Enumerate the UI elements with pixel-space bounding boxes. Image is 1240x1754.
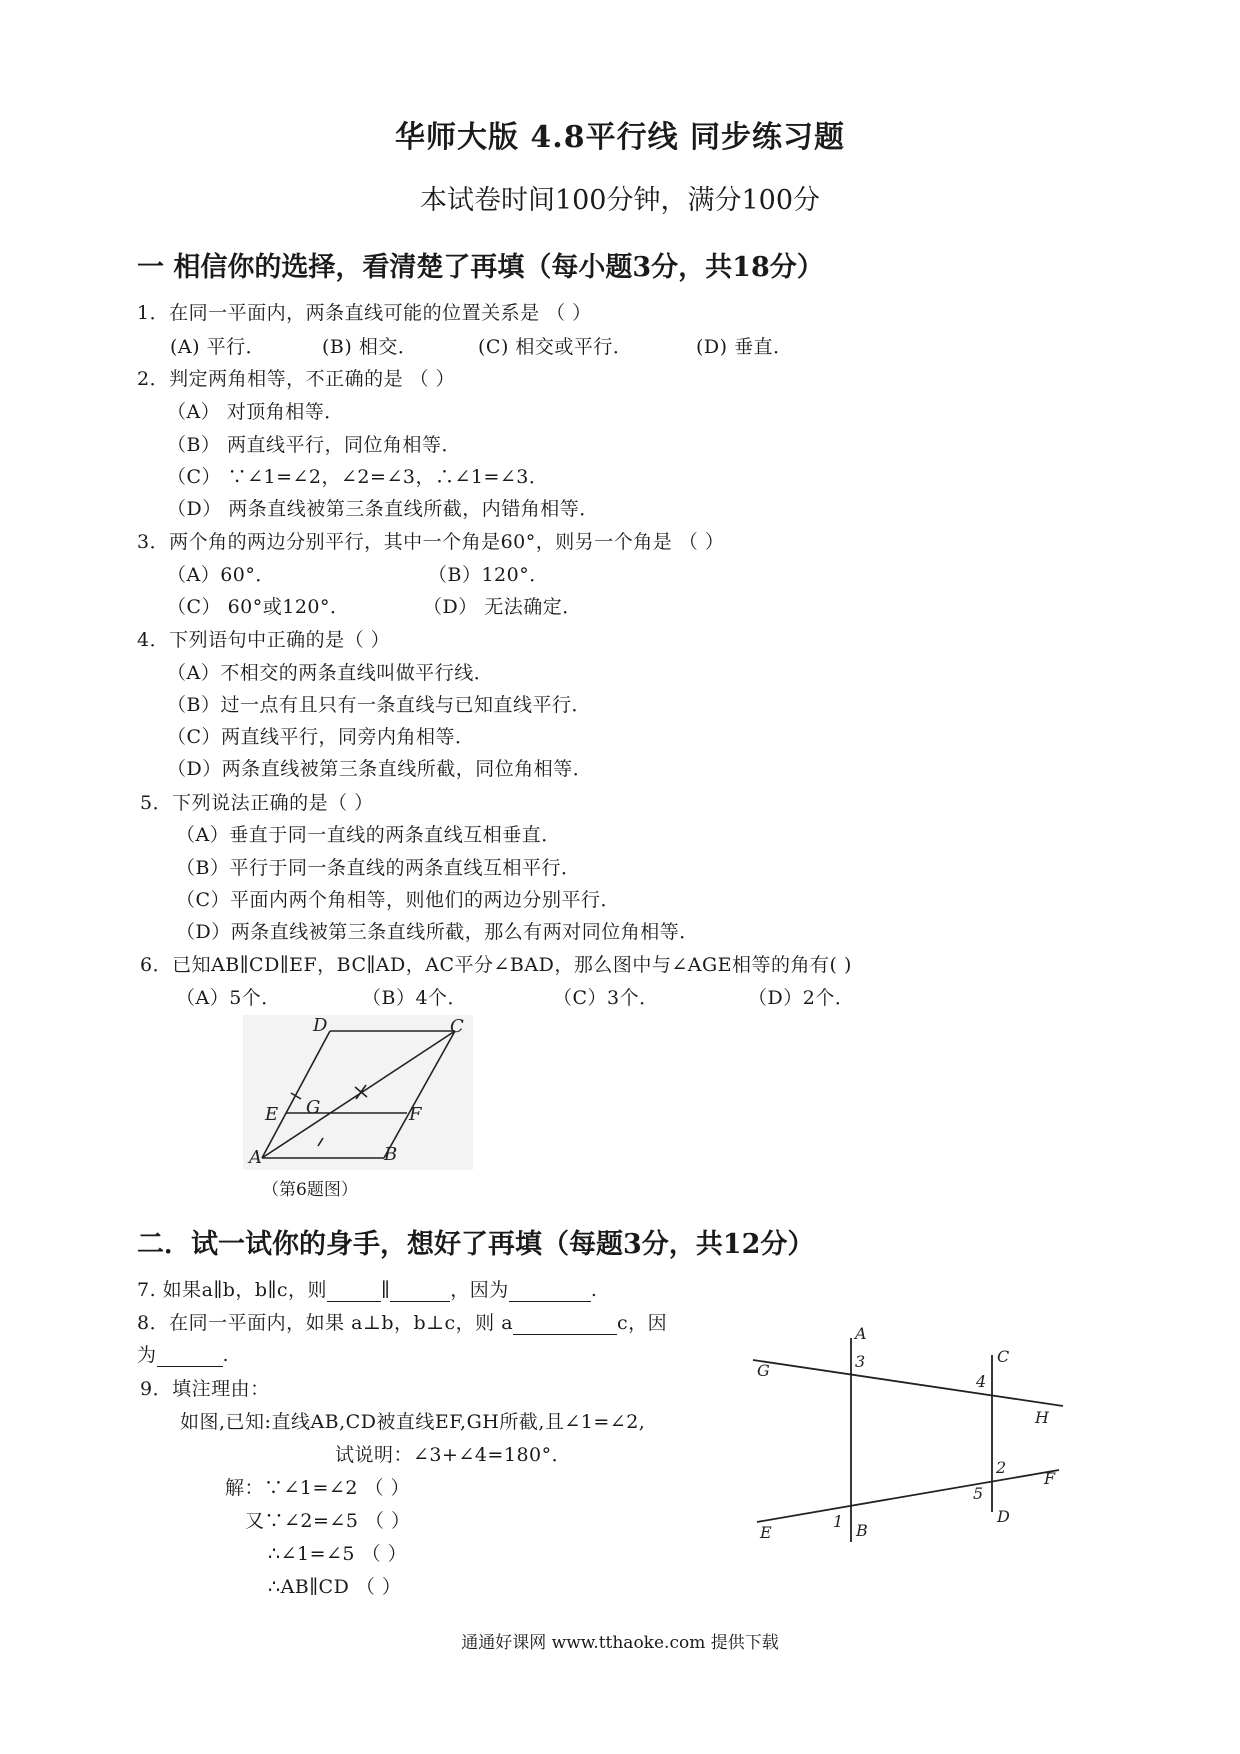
q2-option-d: （D） 两条直线被第三条直线所截，内错角相等． (167, 498, 599, 520)
q9-figure (745, 1320, 1070, 1545)
angle-3-label: 3 (855, 1352, 866, 1371)
q1-option-d: (D) 垂直． (696, 336, 793, 358)
q3-option-d: （D） 无法确定． (423, 596, 582, 618)
q9-given: 如图,已知:直线AB,CD被直线EF,GH所截,且∠1=∠2, (180, 1411, 646, 1433)
q4-option-c: （C）两直线平行，同旁内角相等． (167, 726, 475, 748)
q4-option-b: （B）过一点有且只有一条直线与已知直线平行． (167, 694, 591, 716)
label-a: A (855, 1324, 867, 1343)
q7-text-4: . (590, 1279, 598, 1301)
q6-figure (243, 1015, 473, 1170)
q7-text-2: ∥ (381, 1279, 391, 1301)
q7-text-1: 7. 如果a∥b，b∥c，则 (137, 1279, 328, 1301)
q7-text-3: ，因为 (450, 1279, 509, 1301)
q6-option-c: （C）3个． (553, 987, 659, 1009)
q8-text-4: . (222, 1344, 230, 1366)
q6-option-b: （B）4个． (362, 987, 468, 1009)
label-b: B (856, 1521, 868, 1540)
q9-step-2: 又∵∠2=∠5 （ ） (245, 1510, 411, 1532)
angle-5-label: 5 (973, 1484, 984, 1503)
angle-4-label: 4 (976, 1372, 987, 1391)
q7-blank-1[interactable] (327, 1281, 381, 1302)
q8-text-1: 8．在同一平面内，如果 a⊥b，b⊥c，则 a (137, 1312, 514, 1334)
angle-1-label: 1 (833, 1512, 844, 1531)
q5-option-b: （B）平行于同一条直线的两条直线互相平行． (176, 857, 581, 879)
q6-option-a: （A）5个． (176, 987, 281, 1009)
label-e: E (760, 1523, 772, 1542)
q5-option-c: （C）平面内两个角相等，则他们的两边分别平行． (176, 889, 621, 911)
q3-stem: 3．两个角的两边分别平行，其中一个角是60°，则另一个角是 （ ） (137, 531, 725, 553)
q8-blank-1[interactable] (513, 1314, 617, 1335)
q8-text-2: c，因 (617, 1312, 668, 1334)
section-2-heading: 二．试一试你的身手，想好了再填（每题3分，共12分） (137, 1229, 815, 1260)
q5-stem: 5．下列说法正确的是（ ） (140, 792, 374, 814)
q9-step-1: 解：∵∠1=∠2 （ ） (225, 1477, 411, 1499)
q9-step-3: ∴∠1=∠5 （ ） (268, 1543, 408, 1565)
q5-option-a: （A）垂直于同一直线的两条直线互相垂直． (176, 824, 561, 846)
label-b: B (384, 1144, 398, 1165)
label-f: F (1044, 1469, 1056, 1488)
page-title: 华师大版 4.8平行线 同步练习题 (394, 120, 846, 155)
q2-option-b: （B） 两直线平行，同位角相等． (167, 434, 462, 456)
q8-text-3: 为 (137, 1344, 157, 1366)
q7-blank-2[interactable] (390, 1281, 450, 1302)
q7-blank-3[interactable] (509, 1281, 591, 1302)
q4-option-d: （D）两条直线被第三条直线所截，同位角相等． (167, 758, 593, 780)
q1-stem: 1．在同一平面内，两条直线可能的位置关系是 （ ） (137, 302, 592, 324)
q6-figure-background (243, 1015, 473, 1170)
line-ef (757, 1470, 1059, 1522)
label-e: E (265, 1104, 279, 1125)
label-c: C (997, 1347, 1010, 1366)
label-g: G (306, 1097, 321, 1118)
q1-option-a: (A) 平行． (170, 336, 266, 358)
label-d: D (997, 1507, 1010, 1526)
q2-option-a: （A） 对顶角相等． (167, 401, 344, 423)
label-a: A (249, 1147, 262, 1168)
q3-option-a: （A）60°． (167, 564, 275, 586)
q9-step-4: ∴AB∥CD （ ） (268, 1576, 402, 1598)
label-c: C (450, 1016, 464, 1037)
q5-option-d: （D）两条直线被第三条直线所截，那么有两对同位角相等． (176, 921, 699, 943)
q6-stem: 6．已知AB∥CD∥EF，BC∥AD，AC平分∠BAD，那么图中与∠AGE相等的角有( ) (140, 954, 852, 976)
label-d: D (313, 1015, 328, 1036)
q7 (137, 1275, 597, 1302)
q6-option-d: （D）2个． (748, 987, 855, 1009)
angle-2-label: 2 (996, 1458, 1007, 1477)
q8-line-1 (137, 1308, 667, 1335)
q2-option-c: （C） ∵∠1=∠2，∠2=∠3，∴∠1=∠3． (167, 466, 549, 488)
q8-line-2 (137, 1340, 229, 1367)
q8-blank-2[interactable] (157, 1346, 223, 1367)
label-h: H (1035, 1408, 1049, 1427)
section-1-heading: 一 相信你的选择，看清楚了再填（每小题3分，共18分） (137, 252, 824, 283)
q3-option-b: （B）120°． (428, 564, 549, 586)
q1-option-c: (C) 相交或平行． (478, 336, 633, 358)
label-f: F (409, 1104, 422, 1125)
q9-stem: 9．填注理由： (140, 1378, 270, 1400)
q3-option-c: （C） 60°或120°． (167, 596, 350, 618)
footer-text: 通通好课网 www.tthaoke.com 提供下载 (461, 1633, 779, 1653)
q4-stem: 4．下列语句中正确的是（ ） (137, 629, 391, 651)
label-g: G (757, 1361, 770, 1380)
line-gh (753, 1360, 1063, 1406)
q1-option-b: (B) 相交． (322, 336, 418, 358)
exam-info: 本试卷时间100分钟，满分100分 (419, 185, 821, 216)
q6-figure-caption: （第6题图） (262, 1180, 358, 1200)
q2-stem: 2．判定两角相等，不正确的是 （ ） (137, 368, 456, 390)
q9-prove: 试说明：∠3+∠4=180°． (335, 1444, 572, 1466)
q4-option-a: （A）不相交的两条直线叫做平行线． (167, 662, 494, 684)
